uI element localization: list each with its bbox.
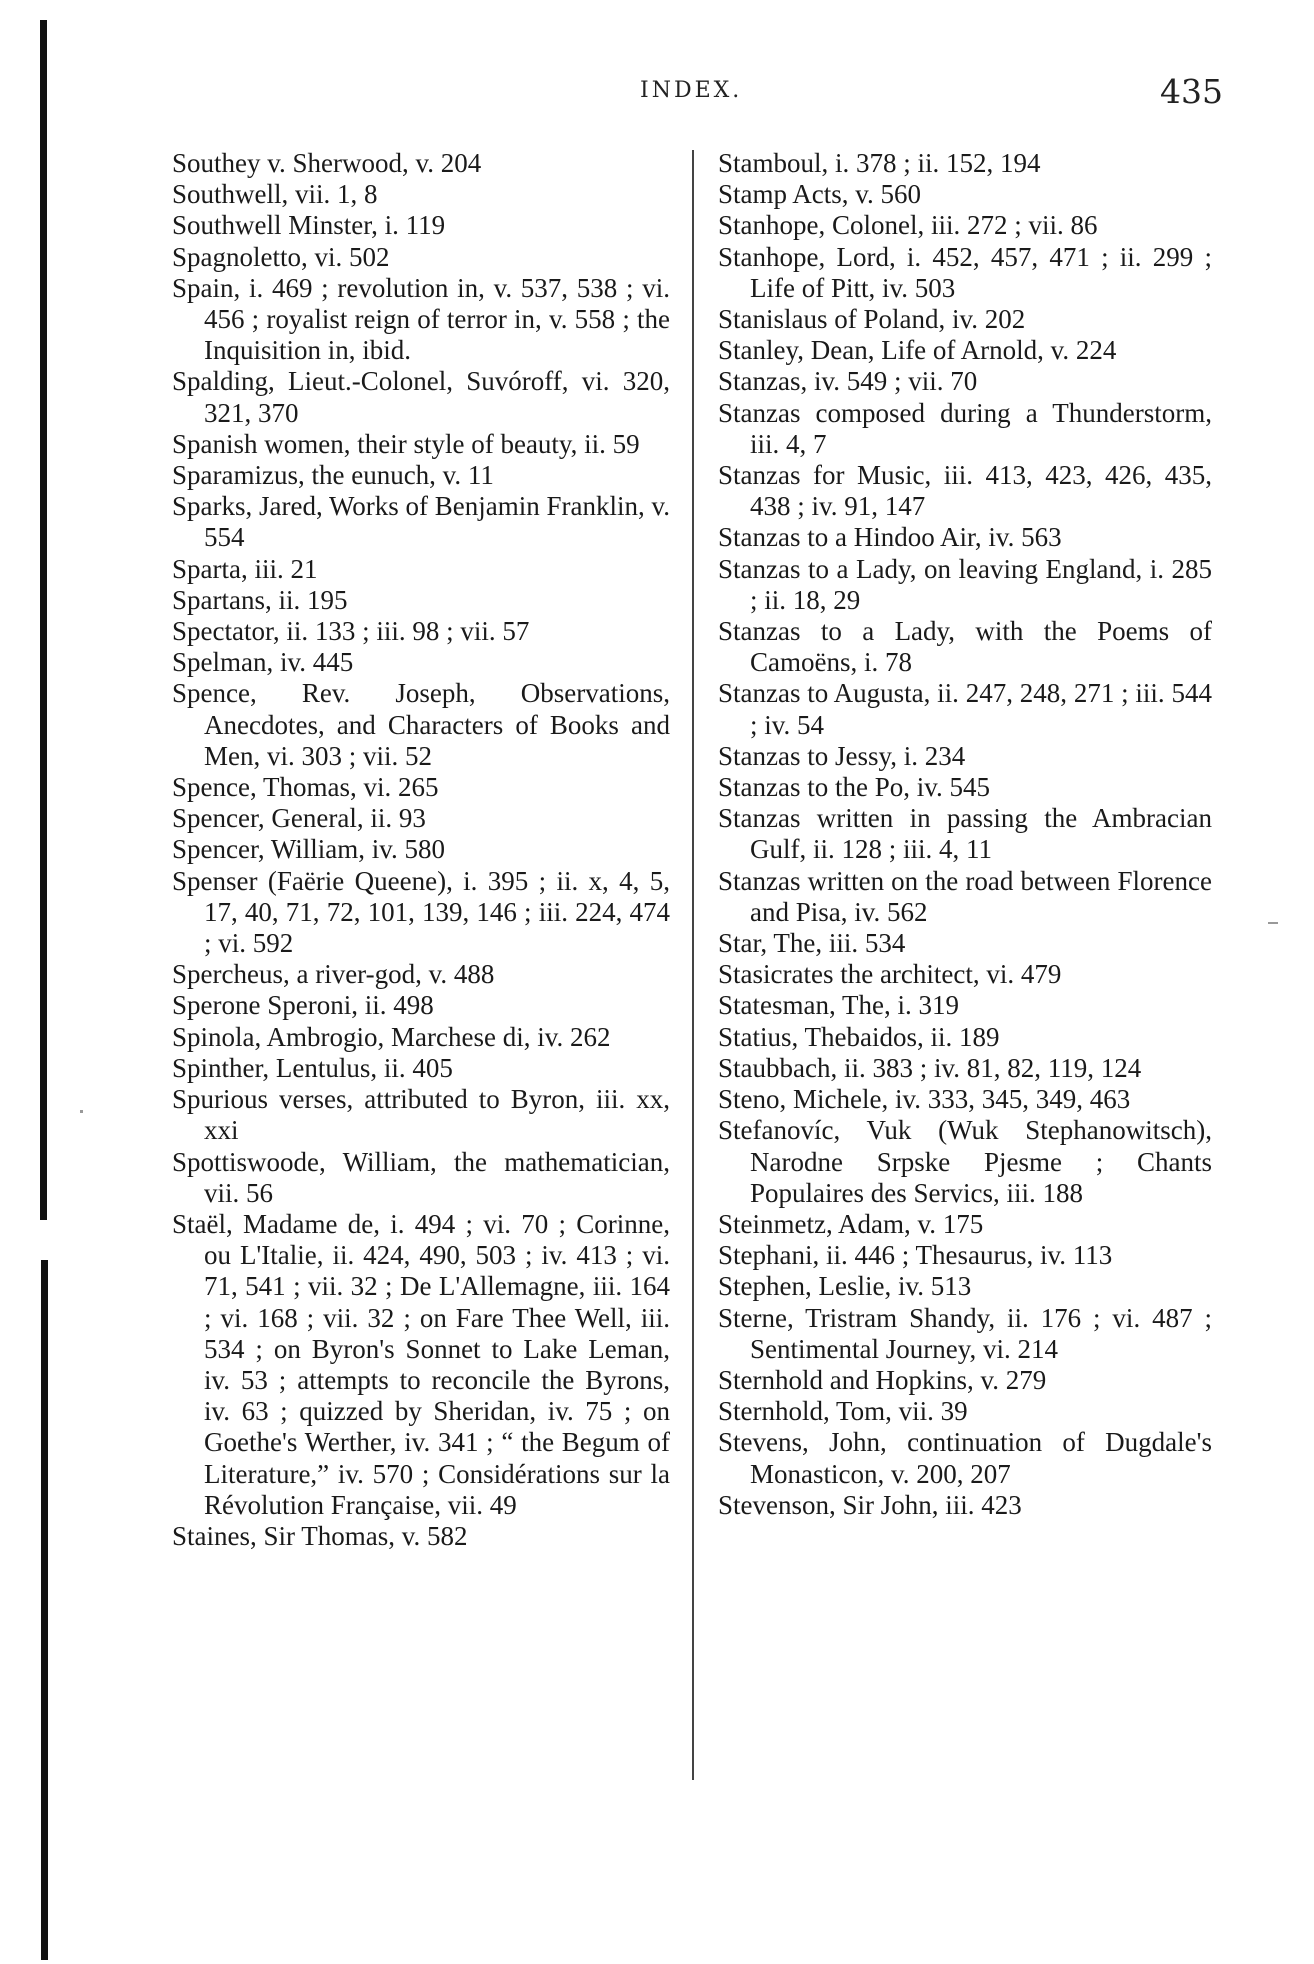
index-entry: Stanzas composed during a Thunderstorm, iii. 4, 7 <box>718 397 1212 459</box>
index-entry: Statius, Thebaidos, ii. 189 <box>718 1021 1000 1052</box>
index-entry: Sparks, Jared, Works of Benjamin Franklin, v. 554 <box>172 491 671 553</box>
index-entry: Stamp Acts, v. 560 <box>718 179 922 210</box>
index-column-right <box>718 148 1212 1521</box>
index-entry: Stanley, Dean, Life of Arnold, v. 224 <box>718 335 1117 366</box>
index-entry: Spinola, Ambrogio, Marchese di, iv. 262 <box>172 1021 611 1052</box>
index-entry: Sternhold, Tom, vii. 39 <box>718 1396 968 1427</box>
page-number: 435 <box>1160 72 1223 111</box>
index-entry: Stasicrates the architect, vi. 479 <box>718 959 1062 990</box>
index-entry: Sperone Speroni, ii. 498 <box>172 990 434 1021</box>
index-entry: Stanzas to a Lady, with the Poems of Camoëns, i. 78 <box>718 616 1212 678</box>
index-entry: Star, The, iii. 534 <box>718 928 906 959</box>
index-entry: Staubbach, ii. 383 ; iv. 81, 82, 119, 124 <box>718 1052 1142 1083</box>
column-divider <box>692 150 694 1780</box>
index-entry: Stephani, ii. 446 ; Thesaurus, iv. 113 <box>718 1240 1113 1271</box>
index-entry: Stanislaus of Poland, iv. 202 <box>718 304 1026 335</box>
page-header <box>0 72 1314 118</box>
index-entry: Southey v. Sherwood, v. 204 <box>172 148 482 178</box>
index-entry: Stanzas to the Po, iv. 545 <box>718 772 990 803</box>
index-entry: Spalding, Lieut.-Colonel, Suvóroff, vi. 320, 321, 370 <box>172 366 670 428</box>
index-entry: Sterne, Tristram Shandy, ii. 176 ; vi. 487 ; Sentimental Journey, vi. 214 <box>718 1302 1212 1364</box>
index-entry: Spelman, iv. 445 <box>172 647 354 678</box>
index-entry: Stefanovíc, Vuk (Wuk Stephanowitsch), Narodne Srpske Pjesme ; Chants Populaires des Servics, iii. 188 <box>718 1115 1212 1208</box>
index-entry: Steinmetz, Adam, v. 175 <box>718 1208 984 1239</box>
index-entry: Stevenson, Sir John, iii. 423 <box>718 1489 1022 1520</box>
index-entry: Stanzas to a Hindoo Air, iv. 563 <box>718 522 1062 553</box>
index-entry: Spain, i. 469 ; revolution in, v. 537, 538 ; vi. 456 ; royalist reign of terror in, v. 558 ; the Inquisition in, ibid. <box>172 272 670 366</box>
index-entry: Stanzas to Jessy, i. 234 <box>718 740 966 771</box>
index-entry: Spercheus, a river-god, v. 488 <box>172 959 495 990</box>
index-entry: Stanhope, Colonel, iii. 272 ; vii. 86 <box>718 210 1098 241</box>
index-entry: Stanzas to a Lady, on leaving England, i. 285 ; ii. 18, 29 <box>718 553 1212 615</box>
index-entry: Stamboul, i. 378 ; ii. 152, 194 <box>718 148 1041 178</box>
index-entry: Spottiswoode, William, the mathematician, vii. 56 <box>172 1146 670 1208</box>
index-entry: Spanish women, their style of beauty, ii. 59 <box>172 428 640 459</box>
index-entry: Spartans, ii. 195 <box>172 584 348 615</box>
index-entry: Sparamizus, the eunuch, v. 11 <box>172 460 494 491</box>
index-entry: Stevens, John, continuation of Dugdale's Monasticon, v. 200, 207 <box>718 1427 1212 1489</box>
index-entry: Spinther, Lentulus, ii. 405 <box>172 1052 453 1083</box>
index-entry: Spurious verses, attributed to Byron, iii. xx, xxi <box>172 1084 670 1146</box>
running-title: INDEX. <box>640 78 743 103</box>
index-entry: Statesman, The, i. 319 <box>718 990 959 1021</box>
index-entry: Sternhold and Hopkins, v. 279 <box>718 1364 1047 1395</box>
index-entry: Stanhope, Lord, i. 452, 457, 471 ; ii. 299 ; Life of Pitt, iv. 503 <box>718 241 1212 303</box>
index-entry: Stanzas to Augusta, ii. 247, 248, 271 ; iii. 544 ; iv. 54 <box>718 678 1212 740</box>
index-entry: Stephen, Leslie, iv. 513 <box>718 1271 972 1302</box>
index-entry: Spectator, ii. 133 ; iii. 98 ; vii. 57 <box>172 616 530 647</box>
index-entry: Spagnoletto, vi. 502 <box>172 241 390 272</box>
index-entry: Stanzas, iv. 549 ; vii. 70 <box>718 366 978 397</box>
index-entry: Stanzas for Music, iii. 413, 423, 426, 435, 438 ; iv. 91, 147 <box>718 460 1212 522</box>
index-entry: Spencer, General, ii. 93 <box>172 803 426 834</box>
index-entry: Staines, Sir Thomas, v. 582 <box>172 1520 468 1551</box>
index-entry: Spencer, William, iv. 580 <box>172 834 446 865</box>
index-entry: Sparta, iii. 21 <box>172 553 318 584</box>
index-entry: Spenser (Faërie Queene), i. 395 ; ii. x, 4, 5, 17, 40, 71, 72, 101, 139, 146 ; iii. 224, 474 ; vi. 592 <box>172 865 670 959</box>
index-entry: Spence, Rev. Joseph, Observations, Anecdotes, and Characters of Books and Men, vi. 303 ; vii. 52 <box>172 678 670 771</box>
index-entry: Stanzas written in passing the Ambracian Gulf, ii. 128 ; iii. 4, 11 <box>718 803 1212 865</box>
index-column-left <box>172 148 670 1552</box>
index-entry: Southwell Minster, i. 119 <box>172 210 446 241</box>
index-entry: Staël, Madame de, i. 494 ; vi. 70 ; Corinne, ou L'Italie, ii. 424, 490, 503 ; iv. 413 ; vi. 71, 541 ; vii. 32 ; De L'Allemagne, iii. 164 ; vi. 168 ; vii. 32 ; on Fare Thee Well, iii. 534 ; on Byron's Sonnet to Lake Leman, iv. 53 ; attempts to reconcile the Byrons, iv. 63 ; quizzed by Sheridan, iv. 75 ; on Goethe's Werther, iv. 341 ; “ the Begum of Literature,” iv. 570 ; Considérations sur la Révolution Française, vii. 49 <box>172 1208 670 1520</box>
index-entry: Southwell, vii. 1, 8 <box>172 179 378 210</box>
index-entry: Stanzas written on the road between Florence and Pisa, iv. 562 <box>718 865 1212 927</box>
index-entry: Spence, Thomas, vi. 265 <box>172 772 439 803</box>
page-binding-edge <box>40 20 47 1220</box>
margin-mark <box>80 1110 83 1113</box>
margin-mark <box>1268 922 1278 924</box>
page-binding-edge <box>41 1260 48 1960</box>
index-entry: Steno, Michele, iv. 333, 345, 349, 463 <box>718 1084 1131 1115</box>
